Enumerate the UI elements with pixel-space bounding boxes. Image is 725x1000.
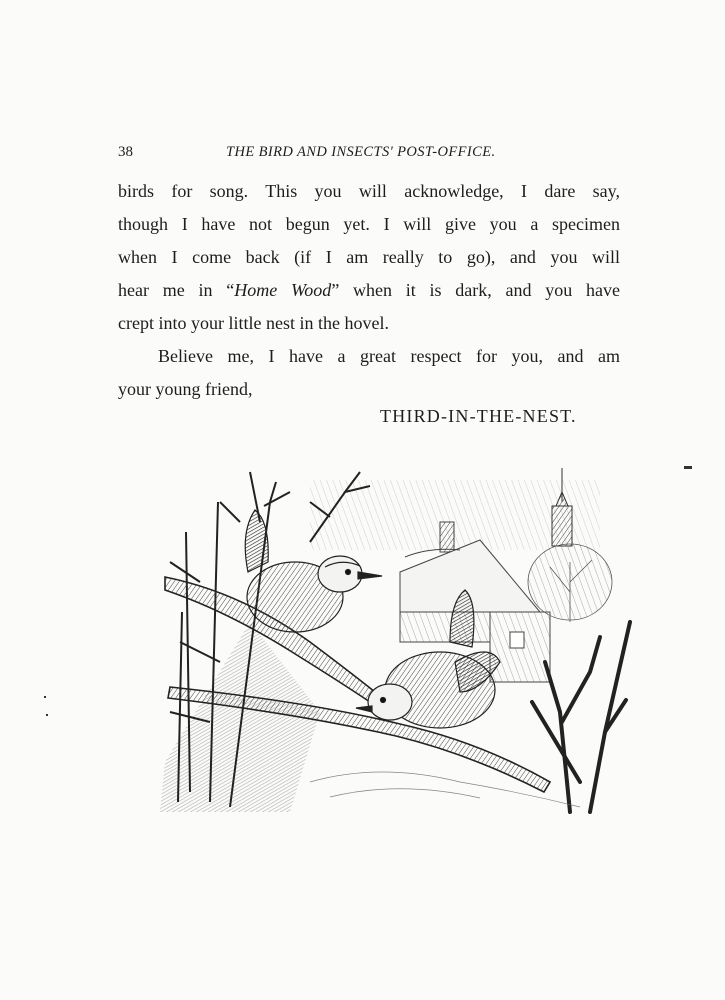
italic-place-name: Home Wood (234, 280, 332, 300)
letter-signature: THIRD-IN-THE-NEST. (380, 406, 577, 426)
body-text (118, 175, 620, 406)
running-head (118, 144, 618, 166)
text-fragment: hear me in “ (118, 280, 235, 300)
text-line: birds for song. This you will acknowledge, I dare say, (118, 181, 620, 201)
text-line: your young friend, (118, 379, 253, 399)
wren-engraving-illustration (160, 462, 632, 822)
stray-ink-dot (44, 696, 46, 698)
text-fragment: ” when it is dark, and you have (331, 280, 621, 300)
paragraph-first-line: Believe me, I have a great respect for you, and am (158, 346, 620, 366)
text-line (118, 274, 620, 307)
text-line: when I come back (if I am really to go), and you will (118, 247, 620, 267)
stray-ink-mark (684, 466, 692, 469)
bare-tree (528, 544, 612, 622)
running-title: THE BIRD AND INSECTS' POST-OFFICE. (226, 144, 496, 160)
church-spire (552, 468, 572, 546)
text-line: though I have not begun yet. I will give you a specimen (118, 214, 620, 234)
text-line: crept into your little nest in the hovel. (118, 313, 389, 333)
page-number: 38 (118, 144, 133, 160)
stray-ink-dot (46, 714, 48, 716)
